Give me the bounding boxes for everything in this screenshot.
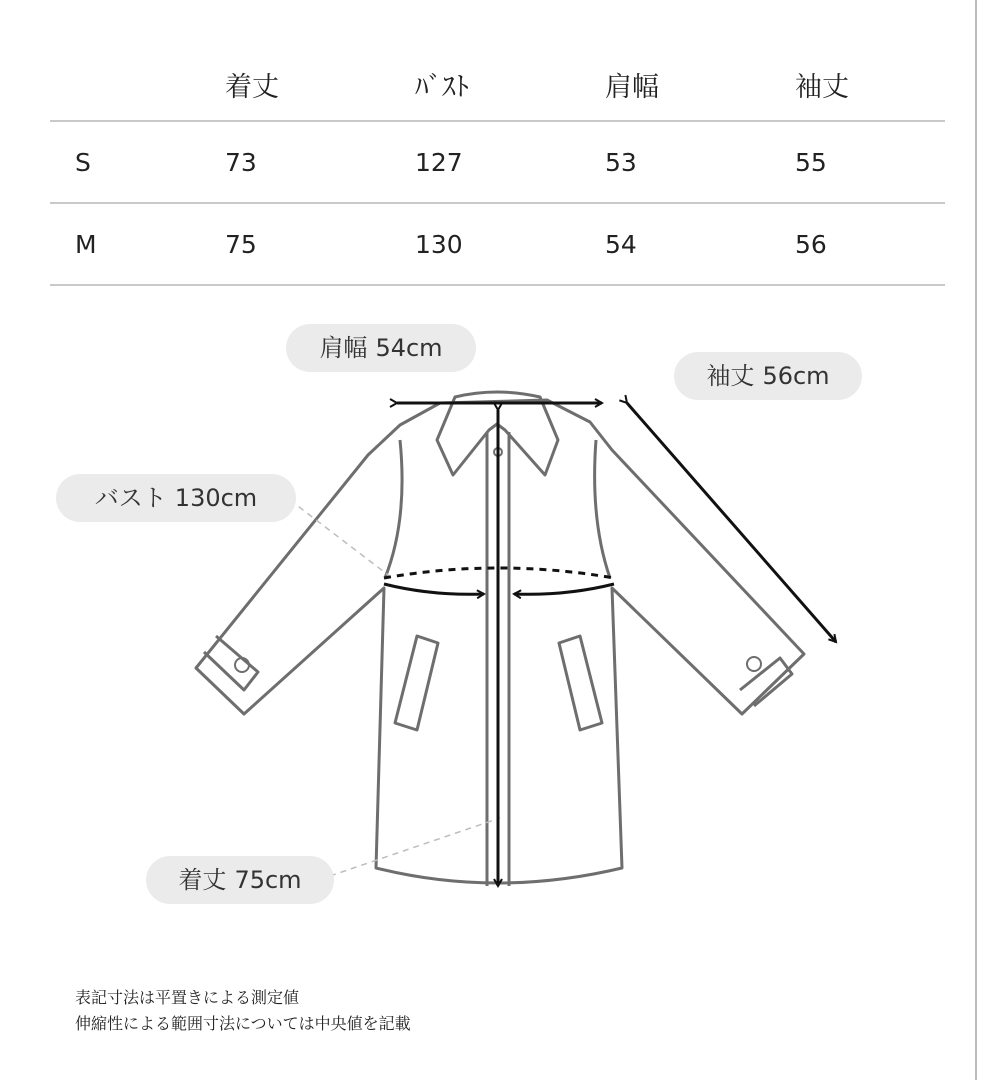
- table-row: [50, 121, 945, 203]
- note-line: 伸縮性による範囲寸法については中央値を記載: [75, 1014, 411, 1033]
- coat-side-seam-right: [595, 440, 610, 578]
- cell-size: S: [50, 121, 225, 203]
- length-label: [146, 856, 334, 904]
- cell-length: 73: [225, 121, 415, 203]
- coat-side-seam-left: [385, 440, 402, 578]
- table-header-row: [50, 48, 945, 121]
- coat-pocket-right: [559, 636, 602, 730]
- bust-label: [56, 474, 296, 522]
- shoulder-label: [286, 324, 476, 372]
- cell-sleeve: 55: [795, 121, 945, 203]
- sleeve-label: [674, 352, 862, 400]
- measurement-notes: [75, 985, 411, 1037]
- cell-length: 75: [225, 203, 415, 285]
- shoulder-label-value: 54cm: [375, 334, 443, 362]
- size-table: [50, 48, 945, 286]
- cell-bust: 127: [415, 121, 605, 203]
- header-sleeve: 袖丈: [795, 71, 849, 103]
- bust-label-value: 130cm: [174, 484, 258, 512]
- table-row: [50, 203, 945, 285]
- cell-shoulder: 54: [605, 203, 795, 285]
- cell-shoulder: 53: [605, 121, 795, 203]
- header-size: [50, 48, 225, 121]
- cell-sleeve: 56: [795, 203, 945, 285]
- length-label-value: 75cm: [234, 866, 302, 894]
- cuff-button-right: [747, 657, 761, 671]
- header-shoulder: 肩幅: [605, 71, 659, 103]
- header-length: 着丈: [225, 71, 279, 103]
- coat-pocket-left: [395, 636, 438, 730]
- length-leader-line: [330, 818, 500, 876]
- header-bust: ﾊﾞｽﾄ: [415, 71, 469, 103]
- length-label-name: 着丈: [178, 866, 227, 894]
- sleeve-arrow: [627, 403, 836, 642]
- note-line: 表記寸法は平置きによる測定値: [75, 988, 300, 1007]
- coat-body-outline: [196, 400, 804, 883]
- cell-bust: 130: [415, 203, 605, 285]
- sleeve-label-value: 56cm: [762, 362, 830, 390]
- bust-leader-line: [290, 500, 392, 578]
- shoulder-label-name: 肩幅: [319, 334, 368, 362]
- sleeve-label-name: 袖丈: [706, 362, 755, 390]
- bust-arrow-right: [514, 584, 614, 594]
- bust-label-name: バスト: [94, 484, 167, 512]
- bust-arrow-left: [384, 584, 484, 594]
- cell-size: M: [50, 203, 225, 285]
